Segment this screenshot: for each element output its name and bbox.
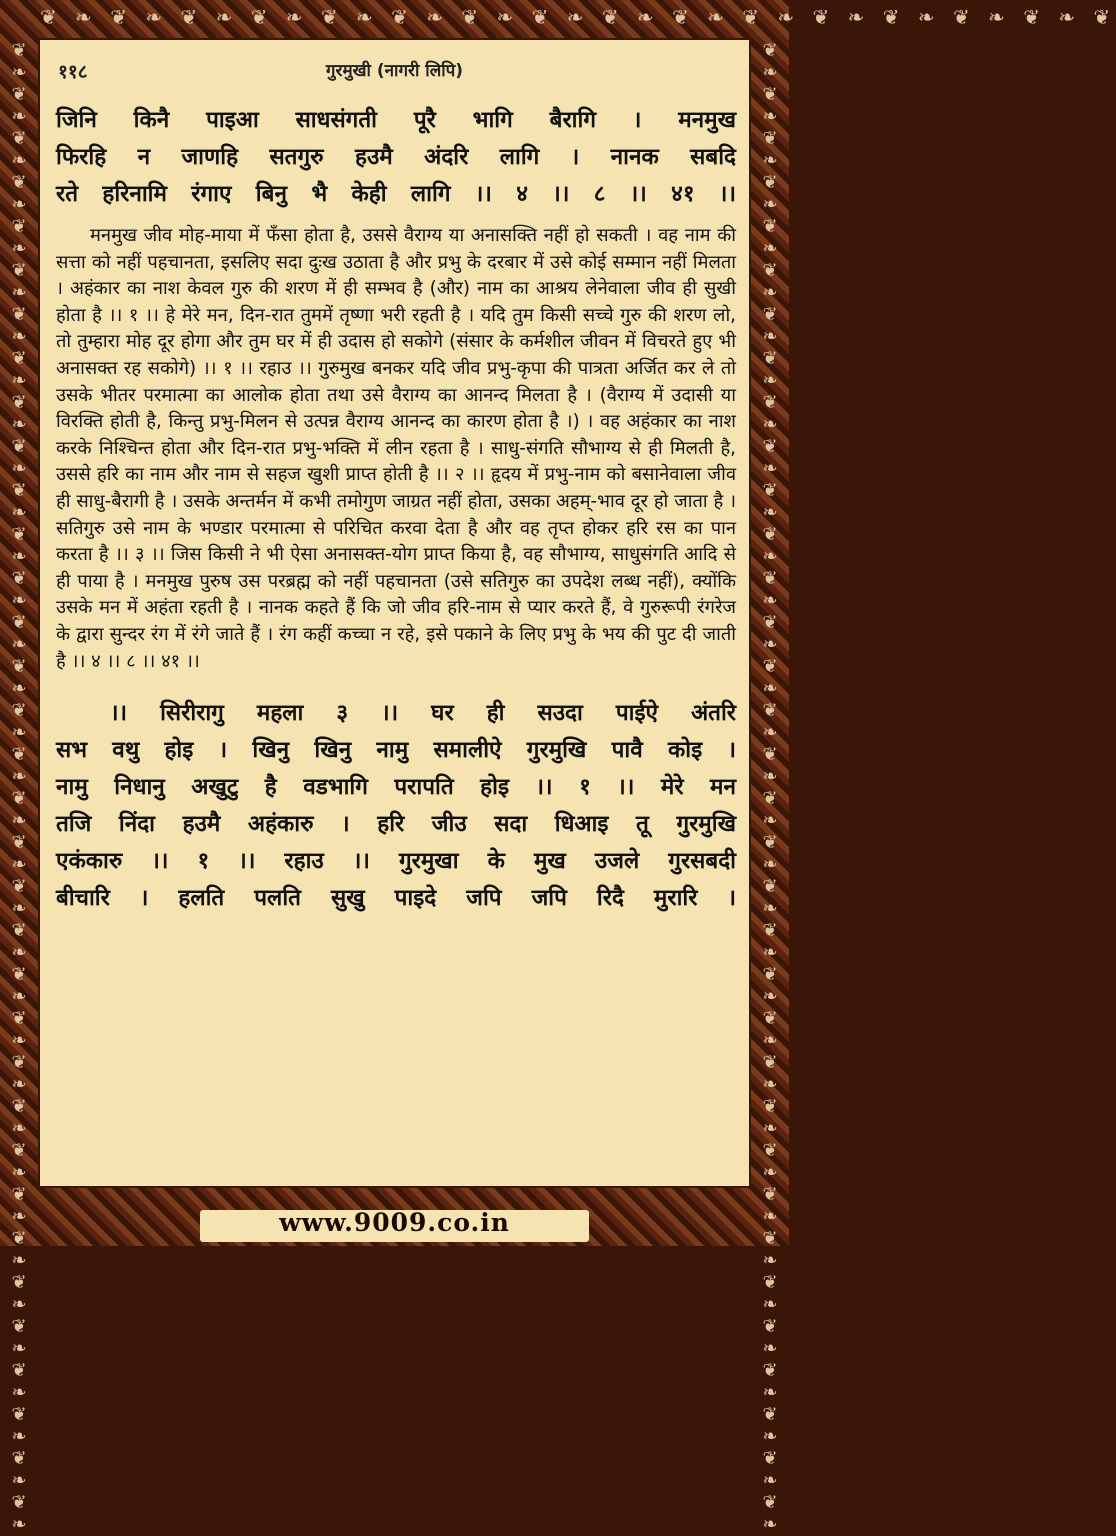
verse-line: तजि निंदा हउमै अहंकारु । हरि जीउ सदा धिआइ तू गुरमुखि xyxy=(56,811,736,838)
verse-line: ।। सिरीरागु महला ३ ।। घर ही सउदा पाईऐ अंतरि xyxy=(110,700,736,727)
verse-line: जिनि किनै पाइआ साधसंगती पूरै भागि बैरागि । मनमुख xyxy=(56,107,736,133)
verse-line: रते हरिनामि रंगाए बिनु भै केही लागि ।। ४ ।। ८ ।। ४१ ।। xyxy=(56,181,736,207)
hindi-commentary: मनमुख जीव मोह-माया में फँसा होता है, उससे वैराग्य या अनासक्ति नहीं हो सकती । वह नाम की सत्ता को नहीं पहचानता, इसलिए सदा दुःख उठाता है और प्रभु के दरबार में उसे कोई सम्मान नहीं मिलता । अहंकार का नाश केवल गुरु की शरण में ही सम्भव है (और) नाम का आश्रय लेनेवाला जीव ही सुखी होता है ।। १ ।। हे मेरे मन, दिन-रात तुममें तृष्णा भरी रहती है । यदि तुम किसी सच्चे गुरु की शरण लो, तो तुम्हारा मोह दूर होगा और तुम घर में ही उदास हो सकोगे (संसार के कर्मशील जीवन में विचरते हुए भी अनासक्त रह सकोगे) ।। १ ।। रहाउ ।। गुरुमुख बनकर यदि जीव प्रभु-कृपा की पात्रता अर्जित कर ले तो उसके भीतर परमात्मा का आलोक होता तथा उसे वैराग्य का आनन्द मिलता है । (वैराग्य में उदासी या विरक्ति होती है, किन्तु प्रभु-मिलन से उत्पन्न वैराग्य आनन्द का कारण होता है ।) । वह अहंकार का नाश करके निश्चिन्त होता और दिन-रात प्रभु-भक्ति में लीन रहता है । साधु-संगति सौभाग्य से ही मिलती है, उससे हरि का नाम और नाम से सहज खुशी प्राप्त होती है ।। २ ।। हृदय में प्रभु-नाम को बसानेवाला जीव ही साधु-बैरागी है । उसके अन्तर्मन में कभी तमोगुण जाग्रत नहीं होता, उसका अहम्-भाव दूर हो जाता है । सतिगुरु उसे नाम के भण्डार परमात्मा से परिचित करवा देता है और वह तृप्त होकर हरि रस का पान करता है ।। ३ ।। जिस किसी ने भी ऐसा अनासक्त-योग प्राप्त किया है, वह सौभाग्य, साधुसंगति आदि से ही पाया है । मनमुख पुरुष उस परब्रह्म को नहीं पहचानता (उसे सतिगुरु का उपदेश लब्ध नहीं), क्योंकि उसके मन में अहंता रहती है । नानक कहते हैं कि जो जीव हरि-नाम से प्यार करते हैं, वे गुरुरूपी रंगरेज के द्वारा सुन्दर रंग में रंगे जाते हैं । रंग कहीं कच्चा न रहे, इसे पकाने के लिए प्रभु के भय की पुट दी जाती है ।। ४ ।। ८ ।। ४१ ।। xyxy=(56,225,736,672)
right-ornament-border: ❦❧❦❧❦❧❦❧❦❧❦❧❦❧❦❧❦❧❦❧❦❧❦❧❦❧❦❧❦❧❦❧❦❧❦❧❦❧❦❧❦❧❦❧❦❧❦❧❦❧❦❧❦❧❦❧❦❧❦❧❦❧❦❧❦❧❦❧ xyxy=(762,40,778,1535)
verse-line: सभ वथु होइ । खिनु खिनु नामु समालीऐ गुरमुखि पावै कोइ । xyxy=(56,737,736,764)
page-number: ११८ xyxy=(58,61,88,83)
page-header xyxy=(40,58,749,88)
verse-line: फिरहि न जाणहि सतगुरु हउमै अंदरि लागि । नानक सबदि xyxy=(56,144,736,170)
running-title: गुरमुखी (नागरी लिपि) xyxy=(325,61,464,81)
book-page xyxy=(38,38,751,1188)
page-body xyxy=(56,102,736,917)
verse-block-1 xyxy=(56,102,736,213)
verse-line: नामु निधानु अखुटु है वडभागि परापति होइ ।। १ ।। मेरे मन xyxy=(56,774,736,801)
top-ornament-border: ❦ ❧ ❦ ❧ ❦ ❧ ❦ ❧ ❦ ❧ ❦ ❧ ❦ ❧ ❦ ❧ ❦ ❧ ❦ ❧ ❦ ❧ ❦ ❧ ❦ ❧ ❦ ❧ ❦ ❧ ❦ xyxy=(40,5,1116,29)
verse-line: बीचारि । हलति पलति सुखु पाइदे जपि जपि रिदै मुरारि । xyxy=(56,885,736,912)
verse-line: एकंकारु ।। १ ।। रहाउ ।। गुरमुखा के मुख उजले गुरसबदी xyxy=(56,848,736,875)
left-ornament-border: ❦❧❦❧❦❧❦❧❦❧❦❧❦❧❦❧❦❧❦❧❦❧❦❧❦❧❦❧❦❧❦❧❦❧❦❧❦❧❦❧❦❧❦❧❦❧❦❧❦❧❦❧❦❧❦❧❦❧❦❧❦❧❦❧❦❧❦❧ xyxy=(11,40,27,1535)
verse-block-2 xyxy=(56,695,736,917)
website-url[interactable]: www.9009.co.in xyxy=(279,1208,510,1237)
